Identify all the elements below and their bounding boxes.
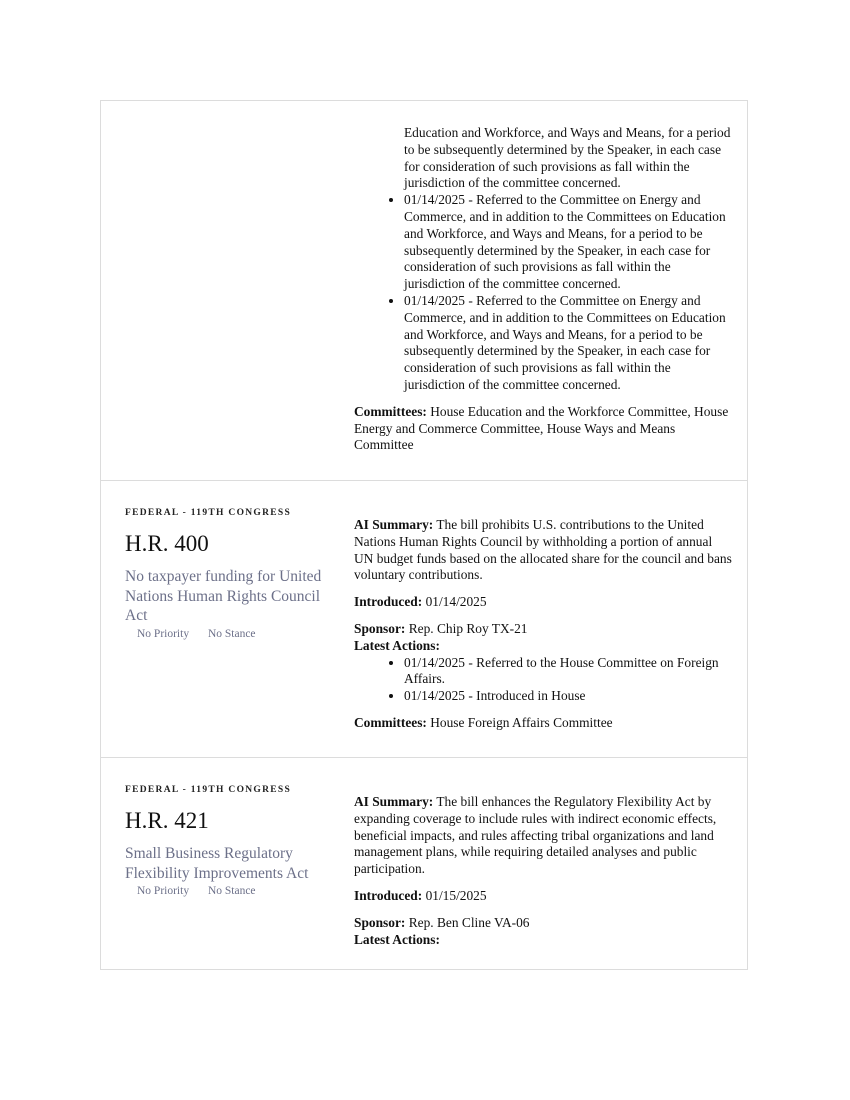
- bill-number[interactable]: H.R. 400: [125, 531, 209, 556]
- committees-value: House Education and the Workforce Committee, House Energy and Commerce Committee, House Ways and Means Committee: [354, 403, 729, 453]
- actions-label: Latest Actions:: [354, 931, 440, 947]
- bill-card-continued: [101, 101, 747, 480]
- introduced-value: 01/14/2025: [425, 594, 487, 610]
- summary-value: The bill prohibits U.S. contributions to the United Nations Human Rights Council by withholding a portion of annual UN budget funds based on the allocated share for the council and bans voluntary contributions.: [354, 517, 732, 583]
- summary-field: [354, 517, 734, 584]
- action-item: • 01/14/2025 - Referred to the Committee on Energy and Commerce, and in addition to the Committees on Education and Workforce, and Ways and Means, for a period to be subsequently determined by the Speaker, in each case for consideration of such provisions as fall within the jurisdiction of the committee concerned.: [404, 293, 734, 394]
- summary-value: The bill enhances the Regulatory Flexibility Act by expanding coverage to include rules with indirect economic effects, beneficial impacts, and rules affecting tribal organizations and land management plans, while requiring detailed analyses and public participation.: [354, 794, 717, 877]
- stance-tag[interactable]: No Stance: [207, 885, 256, 897]
- introduced-field: [354, 888, 734, 905]
- sponsor-value: Rep. Chip Roy TX-21: [408, 620, 528, 636]
- introduced-label: Introduced:: [354, 887, 423, 903]
- sponsor-label: Sponsor:: [354, 620, 406, 636]
- introduced-value: 01/15/2025: [425, 887, 487, 903]
- committees-value: House Foreign Affairs Committee: [430, 714, 613, 730]
- sponsor-field: [354, 915, 734, 932]
- bill-title[interactable]: Small Business Regulatory Flexibility Improvements Act: [125, 845, 309, 882]
- bill-number[interactable]: H.R. 421: [125, 808, 209, 833]
- jurisdiction-label: FEDERAL - 119TH CONGRESS: [125, 785, 292, 795]
- introduced-field: [354, 594, 734, 611]
- bill-tags: [125, 628, 325, 640]
- bill-list: [100, 100, 748, 970]
- priority-tag[interactable]: No Priority: [137, 885, 190, 897]
- committees-label: Committees:: [354, 403, 427, 419]
- committees-label: Committees:: [354, 714, 427, 730]
- summary-field: [354, 794, 734, 878]
- action-item: • 01/14/2025 - Referred to the House Committee on Foreign Affairs.: [404, 655, 734, 689]
- sponsor-label: Sponsor:: [354, 914, 406, 930]
- jurisdiction-label: FEDERAL - 119TH CONGRESS: [125, 508, 292, 518]
- committees-field: [354, 404, 734, 454]
- introduced-label: Introduced:: [354, 594, 423, 610]
- actions-list-continued: [354, 125, 734, 192]
- bill-tags: [125, 885, 325, 897]
- action-item: • 01/14/2025 - Introduced in House: [404, 688, 734, 705]
- sponsor-field: [354, 621, 734, 638]
- actions-list: [354, 655, 734, 705]
- actions-field: [354, 638, 734, 655]
- actions-label: Latest Actions:: [354, 637, 440, 653]
- actions-list: [354, 192, 734, 394]
- actions-field: [354, 932, 734, 949]
- bill-header: [125, 507, 325, 640]
- bill-details: [354, 125, 734, 454]
- summary-label: AI Summary:: [354, 794, 434, 809]
- priority-tag[interactable]: No Priority: [137, 627, 190, 640]
- bill-details: [354, 794, 734, 948]
- action-item: Education and Workforce, and Ways and Means, for a period to be subsequently determined by the Speaker, in each case for consideration of such provisions as fall within the jurisdiction of the committee concerned.: [404, 125, 731, 191]
- bill-details: [354, 517, 734, 732]
- bill-header: [125, 784, 325, 897]
- committees-field: [354, 715, 734, 732]
- sponsor-value: Rep. Ben Cline VA-06: [408, 914, 530, 930]
- summary-label: AI Summary:: [354, 517, 434, 532]
- bill-card: [101, 757, 747, 972]
- bill-card: [101, 480, 747, 758]
- stance-tag[interactable]: No Stance: [207, 627, 256, 640]
- bill-title[interactable]: No taxpayer funding for United Nations Human Rights Council Act: [125, 568, 322, 624]
- action-item: • 01/14/2025 - Referred to the Committee on Energy and Commerce, and in addition to the Committees on Education and Workforce, and Ways and Means, for a period to be subsequently determined by the Speaker, in each case for consideration of such provisions as fall within the jurisdiction of the committee concerned.: [404, 192, 734, 293]
